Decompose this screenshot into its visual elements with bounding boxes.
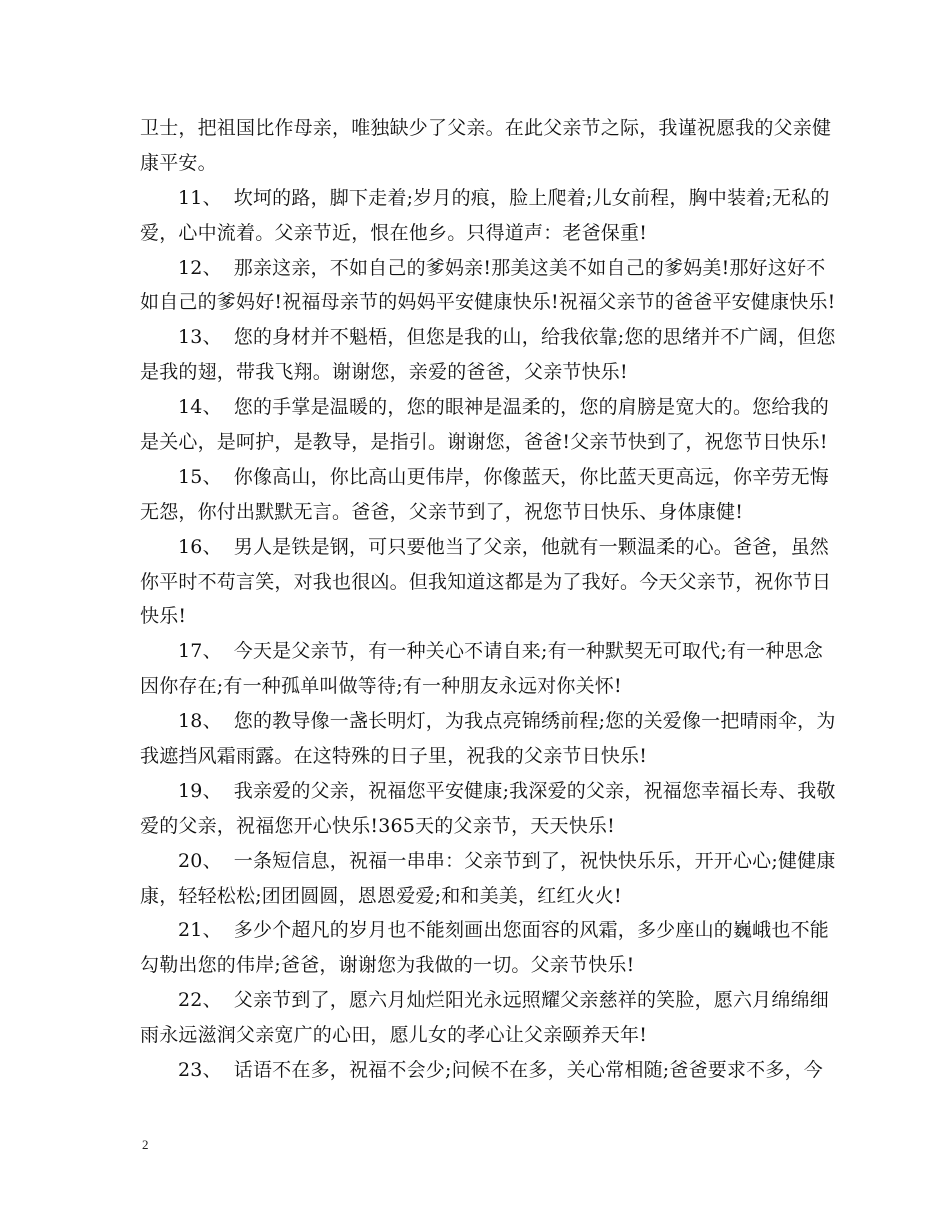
paragraph-line [140, 948, 812, 983]
paragraph-number: 11、 [178, 186, 222, 209]
paragraph-line [140, 844, 836, 879]
paragraph [140, 844, 836, 914]
line-text: 卫士，把祖国比作母亲，唯独缺少了父亲。在此父亲节之际，我谨祝愿我的父亲健 [140, 117, 832, 139]
paragraph [140, 1053, 823, 1088]
line-text: 坎坷的路，脚下走着;岁月的痕，脸上爬着;儿女前程，胸中装着;无私的 [233, 186, 830, 209]
paragraph [140, 983, 829, 1053]
line-text: 是关心，是呵护，是教导，是指引。谢谢您，爸爸!父亲节快到了，祝您节日快乐! [140, 431, 828, 454]
line-text: 爱的父亲，祝福您开心快乐!365天的父亲节，天天快乐! [140, 814, 615, 837]
paragraph-line [140, 879, 812, 914]
paragraph [140, 704, 836, 774]
paragraph-line [140, 390, 829, 425]
line-text: 您的身材并不魁梧，但您是我的山，给我依靠;您的思绪并不广阔，但您 [233, 326, 836, 349]
paragraph-line [140, 460, 829, 495]
paragraph-line [140, 739, 812, 774]
line-text: 如自己的爹妈好!祝福母亲节的妈妈平安健康快乐!祝福父亲节的爸爸平安健康快乐! [140, 291, 836, 314]
paragraph [140, 913, 829, 983]
page-number: 2 [142, 1137, 149, 1152]
paragraph [140, 634, 823, 704]
paragraph-line [140, 599, 812, 634]
paragraph-number: 16、 [178, 535, 222, 558]
paragraph-number: 21、 [178, 919, 222, 942]
paragraph-line [140, 181, 830, 216]
paragraph-line [140, 111, 832, 146]
paragraph-number: 17、 [178, 640, 222, 663]
document-body [140, 111, 836, 1088]
paragraph-line [140, 320, 836, 355]
paragraph [140, 774, 836, 844]
paragraph-line [140, 285, 836, 320]
paragraph-line [140, 1053, 823, 1088]
paragraph [140, 390, 829, 460]
line-text: 你像高山，你比高山更伟岸，你像蓝天，你比蓝天更高远，你辛劳无悔 [233, 465, 829, 488]
paragraph [140, 320, 836, 390]
line-text: 雨永远滋润父亲宽广的心田，愿儿女的孝心让父亲颐养天年! [140, 1024, 648, 1047]
line-text: 我亲爱的父亲，祝福您平安健康;我深爱的父亲，祝福您幸福长寿、我敬 [233, 779, 836, 802]
paragraph-line [140, 774, 836, 809]
line-text: 你平时不苟言笑，对我也很凶。但我知道这都是为了我好。今天父亲节，祝你节日 [140, 570, 832, 593]
line-text: 我遮挡风霜雨露。在这特殊的日子里，祝我的父亲节日快乐! [140, 745, 648, 768]
paragraph-number: 12、 [178, 256, 222, 279]
paragraph-line [140, 669, 812, 704]
paragraph-line [140, 1018, 812, 1053]
paragraph-line [140, 983, 829, 1018]
paragraph [140, 460, 829, 530]
paragraph-line [140, 425, 828, 460]
line-text: 是我的翅，带我飞翔。谢谢您，亲爱的爸爸，父亲节快乐! [140, 361, 628, 384]
paragraph-number: 15、 [178, 465, 222, 488]
paragraph-line [140, 355, 812, 390]
paragraph [140, 251, 836, 321]
line-text: 快乐! [140, 605, 187, 628]
paragraph-number: 22、 [178, 989, 222, 1012]
paragraph [140, 181, 830, 251]
line-text: 那亲这亲，不如自己的爹妈亲!那美这美不如自己的爹妈美!那好这好不 [233, 256, 826, 279]
paragraph-line [140, 530, 829, 565]
paragraph-number: 14、 [178, 396, 222, 419]
line-text: 话语不在多，祝福不会少;问候不在多，关心常相随;爸爸要求不多，今 [233, 1059, 823, 1082]
line-text: 今天是父亲节，有一种关心不请自来;有一种默契无可取代;有一种思念 [233, 640, 823, 663]
line-text: 父亲节到了，愿六月灿烂阳光永远照耀父亲慈祥的笑脸，愿六月绵绵细 [233, 989, 829, 1012]
line-text: 爱，心中流着。父亲节近，恨在他乡。只得道声：老爸保重! [140, 221, 648, 244]
line-text: 康，轻轻松松;团团圆圆，恩恩爱爱;和和美美，红红火火! [140, 884, 622, 907]
line-text: 因你存在;有一种孤单叫做等待;有一种朋友永远对你关怀! [140, 675, 622, 698]
line-text: 您的教导像一盏长明灯，为我点亮锦绣前程;您的关爱像一把晴雨伞，为 [233, 710, 836, 733]
line-text: 男人是铁是钢，可只要他当了父亲，他就有一颗温柔的心。爸爸，虽然 [233, 535, 829, 558]
paragraph-line [140, 913, 829, 948]
line-text: 康平安。 [140, 151, 217, 174]
line-text: 一条短信息，祝福一串串：父亲节到了，祝快快乐乐，开开心心;健健康 [233, 849, 836, 872]
line-text: 无怨，你付出默默无言。爸爸，父亲节到了，祝您节日快乐、身体康健! [140, 500, 744, 523]
paragraph-line [140, 146, 812, 181]
line-text: 多少个超凡的岁月也不能刻画出您面容的风霜，多少座山的巍峨也不能 [233, 919, 829, 942]
paragraph-number: 20、 [178, 849, 222, 872]
paragraph-line [140, 216, 812, 251]
paragraph-number: 13、 [178, 326, 222, 349]
line-text: 您的手掌是温暖的，您的眼神是温柔的，您的肩膀是宽大的。您给我的 [233, 396, 829, 419]
paragraph-line [140, 251, 826, 286]
paragraph-number: 18、 [178, 710, 222, 733]
paragraph-number: 23、 [178, 1059, 222, 1082]
paragraph-line [140, 704, 836, 739]
paragraph-line [140, 495, 812, 530]
paragraph-number: 19、 [178, 779, 222, 802]
paragraph [140, 111, 832, 181]
paragraph [140, 530, 832, 635]
paragraph-line [140, 634, 823, 669]
paragraph-line [140, 809, 812, 844]
paragraph-line [140, 565, 832, 600]
line-text: 勾勒出您的伟岸;爸爸，谢谢您为我做的一切。父亲节快乐! [140, 954, 635, 977]
